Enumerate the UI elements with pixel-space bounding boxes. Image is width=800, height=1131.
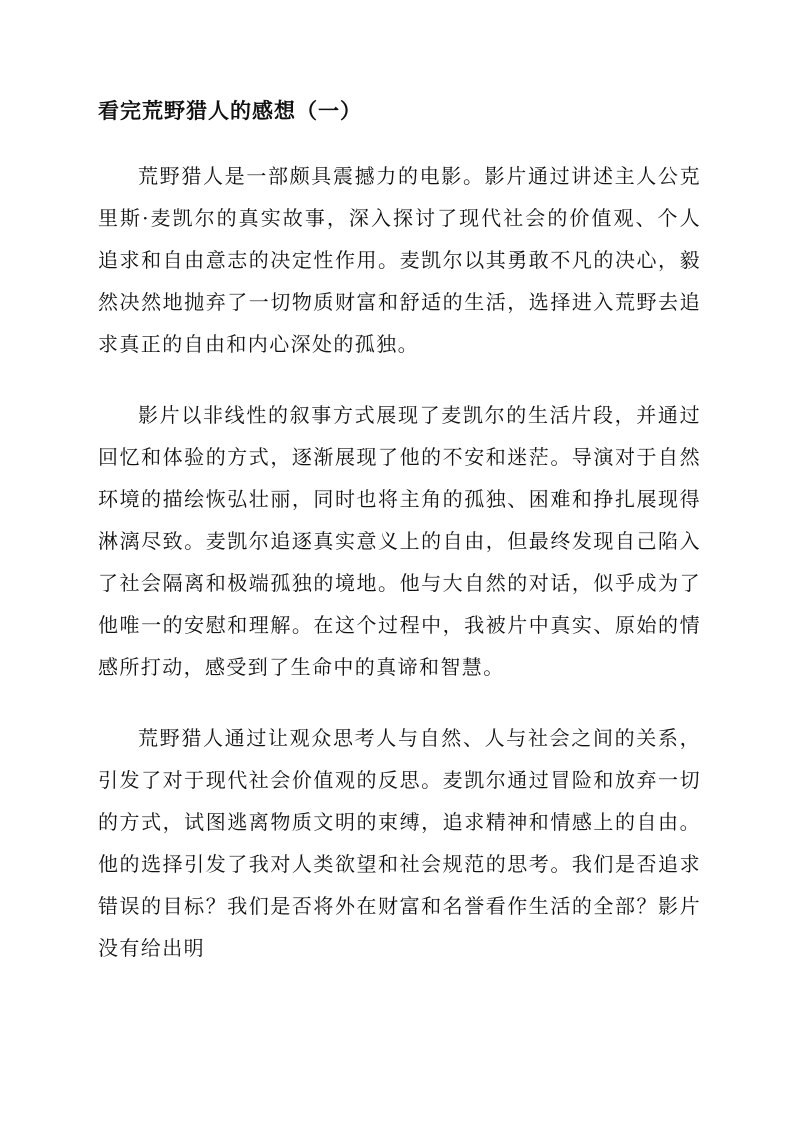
- document-body: [98, 155, 701, 998]
- document-title: 看完荒野猎人的感想（一）: [98, 98, 362, 123]
- paragraph-2: 影片以非线性的叙事方式展现了麦凯尔的生活片段，并通过回忆和体验的方式，逐渐展现了他的不安和迷茫。导演对于自然环境的描绘恢弘壮丽，同时也将主角的孤独、困难和挣扎展现得淋漓尽致。麦凯尔追逐真实意义上的自由，但最终发现自己陷入了社会隔离和极端孤独的境地。他与大自然的对话，似乎成为了他唯一的安慰和理解。在这个过程中，我被片中真实、原始的情感所打动，感受到了生命中的真谛和智慧。: [98, 403, 701, 679]
- paragraph-3: 荒野猎人通过让观众思考人与自然、人与社会之间的关系，引发了对于现代社会价值观的反思。麦凯尔通过冒险和放弃一切的方式，试图逃离物质文明的束缚，追求精神和情感上的自由。他的选择引发了我对人类欲望和社会规范的思考。我们是否追求错误的目标？我们是否将外在财富和名誉看作生活的全部？影片没有给出明: [98, 726, 701, 960]
- paragraph-1: 荒野猎人是一部颇具震撼力的电影。影片通过讲述主人公克里斯·麦凯尔的真实故事，深入探讨了现代社会的价值观、个人追求和自由意志的决定性作用。麦凯尔以其勇敢不凡的决心，毅然决然地抛弃了一切物质财富和舒适的生活，选择进入荒野去追求真正的自由和内心深处的孤独。: [98, 164, 701, 356]
